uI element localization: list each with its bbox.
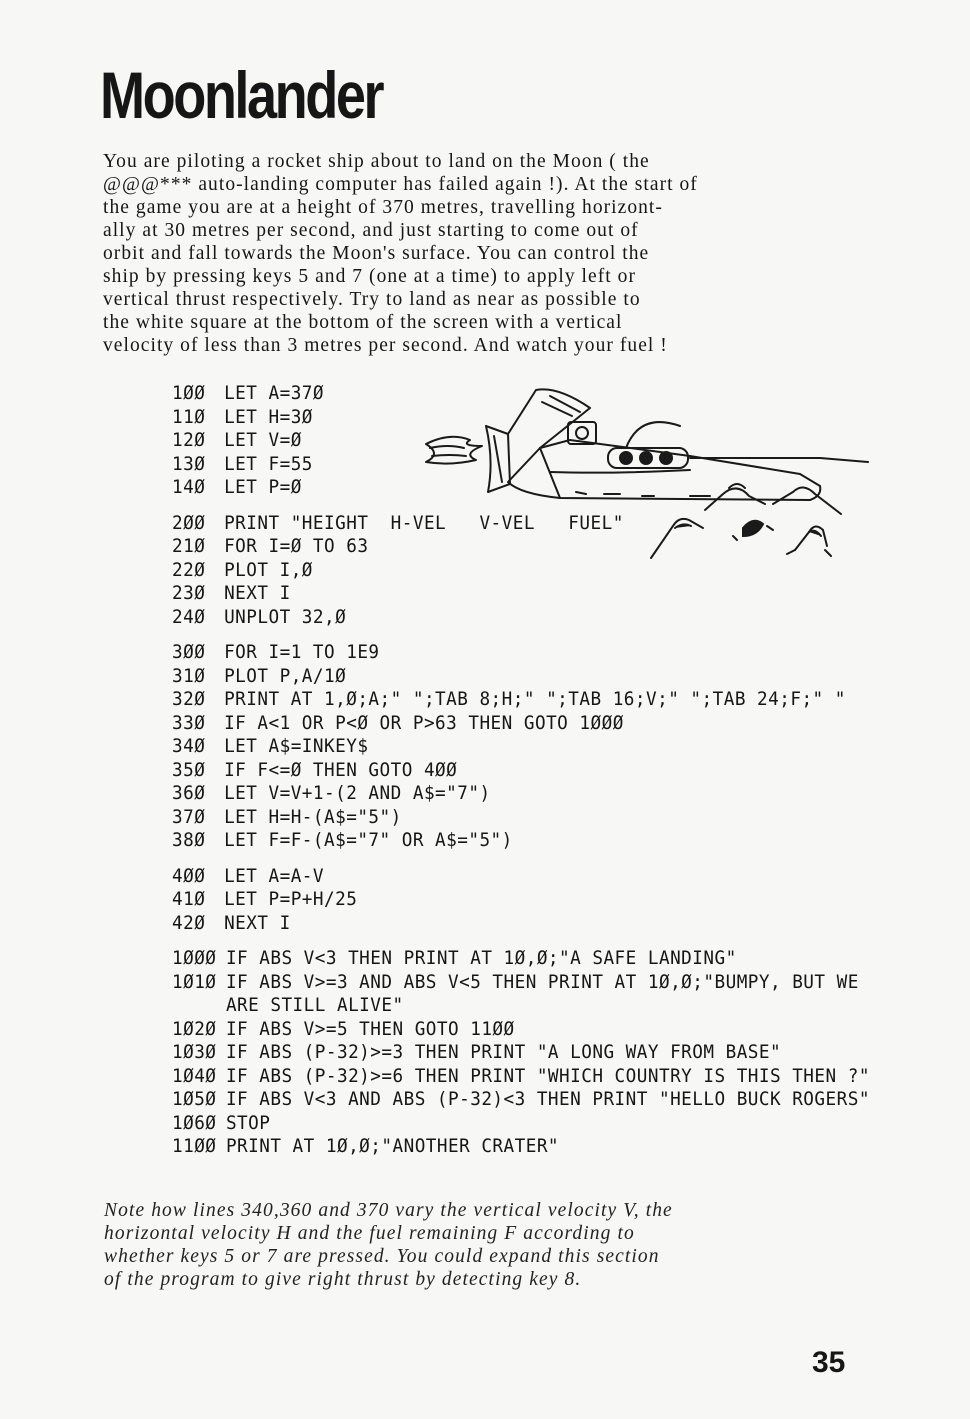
code-line: 33Ø IF A<1 OR P<Ø OR P>63 THEN GOTO 1ØØØ bbox=[172, 711, 624, 734]
page-title: Moonlander bbox=[100, 58, 383, 132]
code-line: 11ØØ PRINT AT 1Ø,Ø;"ANOTHER CRATER" bbox=[172, 1135, 560, 1157]
code-line: 31Ø PLOT P,A/1Ø bbox=[172, 664, 347, 687]
intro-line: the white square at the bottom of the screen with a vertical bbox=[103, 312, 623, 333]
code-line: 21Ø FOR I=Ø TO 63 bbox=[172, 535, 369, 557]
code-line: 1Ø2Ø IF ABS V>=5 THEN GOTO 11ØØ bbox=[172, 1017, 515, 1040]
intro-line: velocity of less than 3 metres per second. And watch your fuel ! bbox=[103, 335, 668, 356]
code-line: 13Ø LET F=55 bbox=[172, 452, 313, 475]
basic-program-listing bbox=[172, 382, 870, 1159]
intro-line: You are piloting a rocket ship about to land on the Moon ( the bbox=[103, 151, 650, 172]
code-line: 22Ø PLOT I,Ø bbox=[172, 558, 313, 581]
note-line: horizontal velocity H and the fuel remaining F according to bbox=[104, 1223, 635, 1244]
note-paragraph bbox=[104, 1199, 874, 1291]
code-line: 35Ø IF F<=Ø THEN GOTO 4ØØ bbox=[172, 758, 458, 781]
page-number: 35 bbox=[812, 1346, 846, 1379]
code-line: 3ØØ FOR I=1 TO 1E9 bbox=[172, 641, 380, 663]
code-line: 4ØØ LET A=A-V bbox=[172, 864, 325, 887]
code-line: 1Ø1Ø IF ABS V>=3 AND ABS V<5 THEN PRINT AT 1Ø,Ø;"BUMPY, BUT WE bbox=[172, 970, 859, 993]
code-line-continuation: ARE STILL ALIVE" bbox=[225, 994, 404, 1016]
code-line: 34Ø LET A$=INKEY$ bbox=[172, 735, 369, 757]
code-line: 1ØØ LET A=37Ø bbox=[172, 382, 325, 404]
note-line: Note how lines 340,360 and 370 vary the vertical velocity V, the bbox=[104, 1200, 673, 1221]
code-line: 38Ø LET F=F-(A$="7" OR A$="5") bbox=[172, 829, 513, 851]
intro-line: the game you are at a height of 370 metres, travelling horizont- bbox=[103, 197, 663, 218]
code-line: 12Ø LET V=Ø bbox=[172, 429, 302, 451]
code-line: 41Ø LET P=P+H/25 bbox=[172, 888, 358, 910]
code-line: 42Ø NEXT I bbox=[172, 911, 291, 934]
code-line: 1Ø6Ø STOP bbox=[172, 1111, 271, 1134]
code-line: 1Ø4Ø IF ABS (P-32)>=6 THEN PRINT "WHICH COUNTRY IS THIS THEN ?" bbox=[172, 1064, 870, 1087]
note-line: of the program to give right thrust by detecting key 8. bbox=[104, 1269, 582, 1290]
intro-line: orbit and fall towards the Moon's surface. You can control the bbox=[103, 243, 650, 264]
intro-line: ally at 30 metres per second, and just starting to come out of bbox=[103, 220, 639, 241]
code-line: 11Ø LET H=3Ø bbox=[172, 405, 313, 428]
code-line: 32Ø PRINT AT 1,Ø;A;" ";TAB 8;H;" ";TAB 16;V;" ";TAB 24;F;" " bbox=[172, 688, 846, 710]
code-line: 1ØØØ IF ABS V<3 THEN PRINT AT 1Ø,Ø;"A SAFE LANDING" bbox=[172, 947, 737, 969]
intro-line: vertical thrust respectively. Try to land as near as possible to bbox=[103, 289, 641, 310]
code-line: 24Ø UNPLOT 32,Ø bbox=[172, 605, 347, 628]
note-line: whether keys 5 or 7 are pressed. You could expand this section bbox=[104, 1246, 660, 1267]
intro-line: @@@*** auto-landing computer has failed again !). At the start of bbox=[103, 174, 698, 195]
intro-line: ship by pressing keys 5 and 7 (one at a time) to apply left or bbox=[103, 266, 636, 287]
code-line: 37Ø LET H=H-(A$="5") bbox=[172, 805, 402, 828]
code-line: 1Ø3Ø IF ABS (P-32)>=3 THEN PRINT "A LONG WAY FROM BASE" bbox=[172, 1041, 782, 1063]
code-line: 14Ø LET P=Ø bbox=[172, 476, 302, 498]
intro-paragraph bbox=[103, 150, 873, 357]
code-line: 23Ø NEXT I bbox=[172, 582, 291, 604]
code-line: 1Ø5Ø IF ABS V<3 AND ABS (P-32)<3 THEN PRINT "HELLO BUCK ROGERS" bbox=[172, 1088, 870, 1110]
code-line: 2ØØ PRINT "HEIGHT H-VEL V-VEL FUEL" bbox=[172, 511, 624, 534]
code-line: 36Ø LET V=V+1-(2 AND A$="7") bbox=[172, 782, 491, 804]
